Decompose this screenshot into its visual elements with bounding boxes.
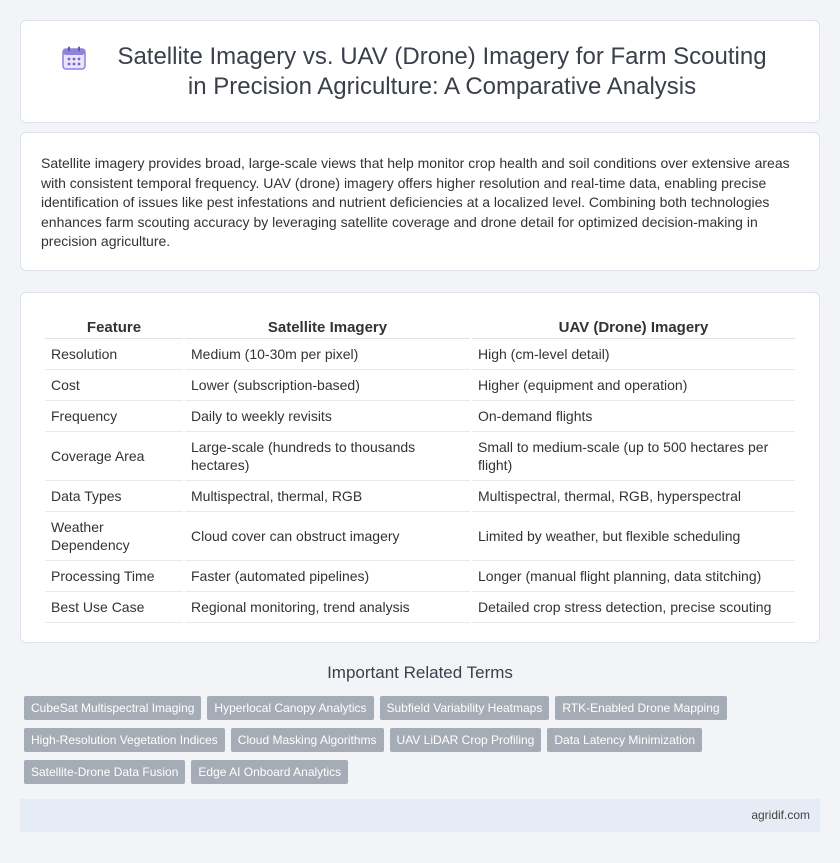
related-terms-title: Important Related Terms: [327, 663, 513, 682]
table-row: [45, 481, 795, 512]
row-uav: Longer (manual flight planning, data stitching): [472, 561, 795, 592]
related-terms: [24, 696, 824, 792]
row-feature: Resolution: [45, 339, 183, 370]
row-satellite: Lower (subscription-based): [185, 370, 470, 401]
header-uav: UAV (Drone) Imagery: [472, 313, 795, 339]
row-uav: Detailed crop stress detection, precise scouting: [472, 592, 795, 623]
title-card: [20, 20, 820, 123]
row-satellite: Regional monitoring, trend analysis: [185, 592, 470, 623]
row-feature: Coverage Area: [45, 432, 183, 481]
page-title: Satellite Imagery vs. UAV (Drone) Imagery for Farm Scouting in Precision Agriculture: A Comparative Analysis: [117, 42, 767, 100]
row-feature: Frequency: [45, 401, 183, 432]
term-tag[interactable]: RTK-Enabled Drone Mapping: [555, 696, 726, 720]
table-header-row: [45, 313, 795, 339]
calendar-icon: [61, 45, 87, 71]
table-row: [45, 370, 795, 401]
tag-row: [24, 760, 824, 784]
header-feature: Feature: [45, 313, 183, 339]
footer-site[interactable]: agridif.com: [751, 808, 810, 822]
row-uav: High (cm-level detail): [472, 339, 795, 370]
footer: [20, 799, 820, 832]
term-tag[interactable]: Subfield Variability Heatmaps: [380, 696, 550, 720]
header-satellite: Satellite Imagery: [185, 313, 470, 339]
summary-text: Satellite imagery provides broad, large-scale views that help monitor crop health and soil conditions over extensive areas with consistent temporal frequency. UAV (drone) imagery offers higher resolution and real-time data, enabling precise identification of issues like pest infestations and nutrient deficiencies at a localized level. Combining both technologies enhances farm scouting accuracy by leveraging satellite coverage and drone detail for optimized decision-making in precision agriculture.: [41, 155, 790, 249]
tag-row: [24, 696, 824, 720]
table-row: [45, 339, 795, 370]
row-uav: Limited by weather, but flexible scheduling: [472, 512, 795, 561]
row-satellite: Medium (10-30m per pixel): [185, 339, 470, 370]
row-feature: Best Use Case: [45, 592, 183, 623]
term-tag[interactable]: Data Latency Minimization: [547, 728, 702, 752]
table-row: [45, 561, 795, 592]
term-tag[interactable]: Cloud Masking Algorithms: [231, 728, 384, 752]
comparison-table-card: [20, 292, 820, 643]
row-feature: Cost: [45, 370, 183, 401]
row-satellite: Faster (automated pipelines): [185, 561, 470, 592]
row-uav: Multispectral, thermal, RGB, hyperspectral: [472, 481, 795, 512]
table-row: [45, 512, 795, 561]
row-feature: Weather Dependency: [45, 512, 183, 561]
comparison-table: [43, 313, 797, 623]
term-tag[interactable]: Hyperlocal Canopy Analytics: [207, 696, 373, 720]
row-feature: Data Types: [45, 481, 183, 512]
row-satellite: Large-scale (hundreds to thousands hectares): [185, 432, 470, 481]
term-tag[interactable]: Satellite-Drone Data Fusion: [24, 760, 185, 784]
term-tag[interactable]: CubeSat Multispectral Imaging: [24, 696, 201, 720]
tag-row: [24, 728, 824, 752]
row-satellite: Multispectral, thermal, RGB: [185, 481, 470, 512]
row-uav: Small to medium-scale (up to 500 hectares per flight): [472, 432, 795, 481]
row-uav: On-demand flights: [472, 401, 795, 432]
term-tag[interactable]: UAV LiDAR Crop Profiling: [390, 728, 542, 752]
table-row: [45, 592, 795, 623]
row-uav: Higher (equipment and operation): [472, 370, 795, 401]
term-tag[interactable]: High-Resolution Vegetation Indices: [24, 728, 225, 752]
table-row: [45, 401, 795, 432]
table-row: [45, 432, 795, 481]
summary-card: [20, 132, 820, 271]
term-tag[interactable]: Edge AI Onboard Analytics: [191, 760, 348, 784]
row-feature: Processing Time: [45, 561, 183, 592]
row-satellite: Cloud cover can obstruct imagery: [185, 512, 470, 561]
row-satellite: Daily to weekly revisits: [185, 401, 470, 432]
